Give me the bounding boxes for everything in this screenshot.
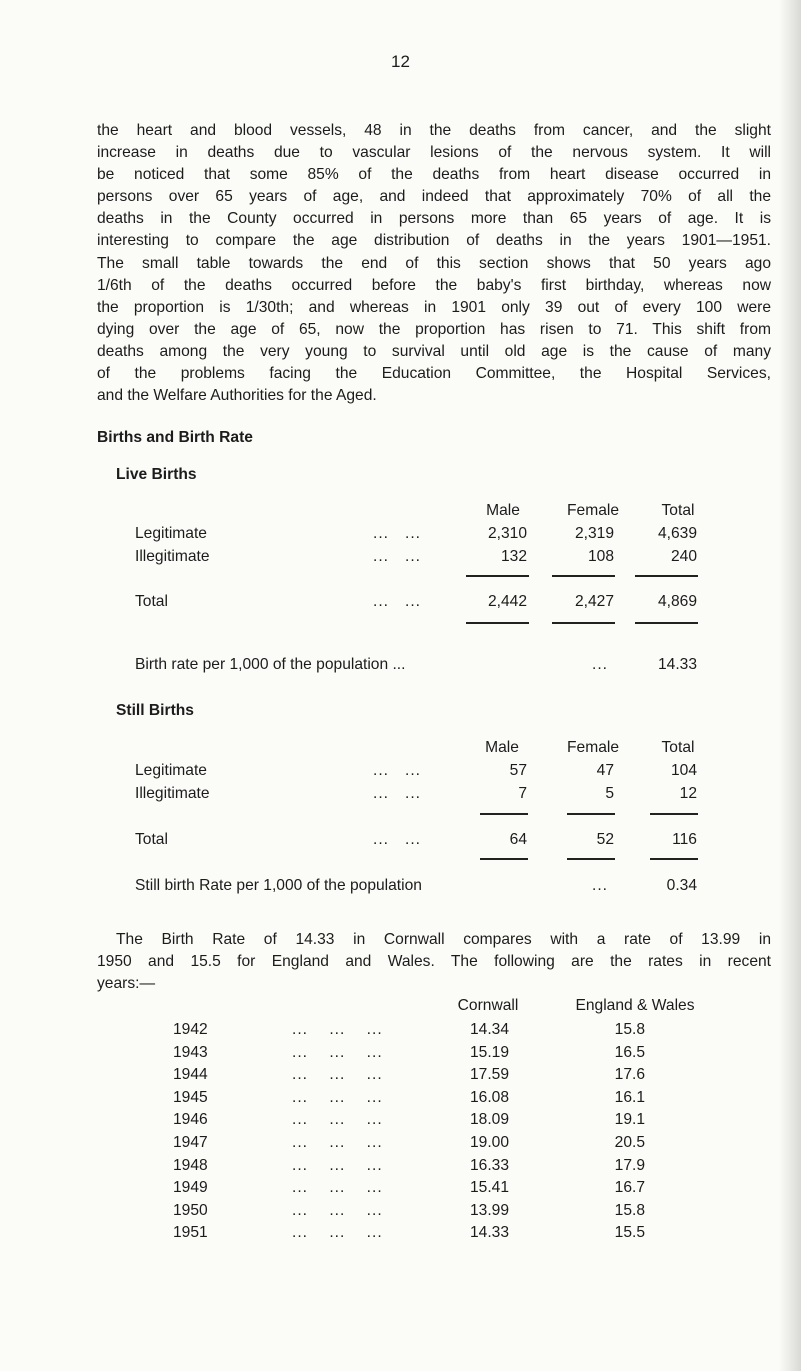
leader-dots: ... ... bbox=[373, 831, 421, 848]
rate-year: 1949 bbox=[173, 1179, 208, 1196]
leader-dots: ... ... ... bbox=[292, 1157, 383, 1174]
intro-line: deaths in the County occurred in persons more than 65 years of age. It is bbox=[97, 210, 771, 228]
sum-rule bbox=[567, 813, 615, 815]
cornwall-rate: 14.34 bbox=[469, 1021, 509, 1038]
england-wales-rate: 16.5 bbox=[614, 1044, 645, 1061]
rate-year: 1945 bbox=[173, 1089, 208, 1106]
england-wales-rate: 15.8 bbox=[614, 1202, 645, 1219]
sum-rule bbox=[567, 858, 615, 860]
still-male-value: 7 bbox=[518, 785, 527, 802]
live-total-total: 4,869 bbox=[657, 593, 697, 610]
still-total-header: Total bbox=[661, 739, 695, 756]
live-total-female: 2,427 bbox=[574, 593, 614, 610]
rate-year: 1948 bbox=[173, 1157, 208, 1174]
england-wales-rate: 17.6 bbox=[614, 1066, 645, 1083]
cornwall-rate: 18.09 bbox=[469, 1111, 509, 1128]
still-total-male: 64 bbox=[509, 831, 527, 848]
intro-line: the proportion is 1/30th; and whereas in 1901 only 39 out of every 100 were bbox=[97, 298, 771, 316]
still-total-label: Total bbox=[135, 831, 168, 848]
england-wales-rate: 15.5 bbox=[614, 1224, 645, 1241]
live-total-value: 4,639 bbox=[657, 525, 697, 542]
live-female-value: 2,319 bbox=[574, 525, 614, 542]
live-male-value: 132 bbox=[500, 548, 527, 565]
cornwall-rate: 16.08 bbox=[469, 1089, 509, 1106]
england-wales-rate: 17.9 bbox=[614, 1157, 645, 1174]
leader-dots: ... ... ... bbox=[292, 1044, 383, 1061]
still-total-value: 104 bbox=[670, 762, 697, 779]
leader-dots: ... ... ... bbox=[292, 1021, 383, 1038]
leader-dots: ... ... ... bbox=[292, 1089, 383, 1106]
intro-paragraph bbox=[97, 120, 771, 407]
intro-line: The small table towards the end of this section shows that 50 years ago bbox=[97, 254, 771, 272]
intro-line: increase in deaths due to vascular lesions of the nervous system. It will bbox=[97, 144, 771, 162]
england-wales-rate: 16.1 bbox=[614, 1089, 645, 1106]
still-total-total: 116 bbox=[672, 831, 697, 848]
cornwall-rate: 19.00 bbox=[469, 1134, 509, 1151]
leader-dots: ... ... bbox=[373, 785, 421, 802]
still-birth-rate-label: Still birth Rate per 1,000 of the population bbox=[135, 877, 422, 894]
intro-line: 1/6th of the deaths occurred before the baby's first birthday, whereas now bbox=[97, 276, 771, 294]
england-wales-rate: 20.5 bbox=[614, 1134, 645, 1151]
comparison-paragraph bbox=[97, 929, 771, 995]
england-wales-rate: 16.7 bbox=[614, 1179, 645, 1196]
live-male-value: 2,310 bbox=[487, 525, 527, 542]
comparison-line: The Birth Rate of 14.33 in Cornwall compares with a rate of 13.99 in bbox=[116, 931, 771, 948]
page-number: 12 bbox=[391, 52, 410, 71]
rate-year: 1944 bbox=[173, 1066, 208, 1083]
still-total-value: 12 bbox=[679, 785, 697, 802]
cornwall-rate: 16.33 bbox=[469, 1157, 509, 1174]
still-female-value: 5 bbox=[605, 785, 614, 802]
england-wales-header: England & Wales bbox=[575, 997, 695, 1014]
births-heading: Births and Birth Rate bbox=[97, 429, 253, 446]
intro-line: deaths among the very young to survival until old age is the cause of many bbox=[97, 342, 771, 360]
live-total-value: 240 bbox=[670, 548, 697, 565]
rate-year: 1943 bbox=[173, 1044, 208, 1061]
sum-rule bbox=[466, 622, 529, 624]
page-edge-shadow bbox=[779, 0, 801, 1371]
leader-dots: ... ... bbox=[373, 593, 421, 610]
sum-rule bbox=[480, 858, 528, 860]
live-female-value: 108 bbox=[587, 548, 614, 565]
cornwall-rate: 15.19 bbox=[469, 1044, 509, 1061]
still-total-female: 52 bbox=[596, 831, 614, 848]
england-wales-rate: 15.8 bbox=[614, 1021, 645, 1038]
still-birth-rate-value: 0.34 bbox=[666, 877, 697, 894]
still-female-value: 47 bbox=[596, 762, 614, 779]
still-male-value: 57 bbox=[509, 762, 527, 779]
sum-rule bbox=[552, 575, 615, 577]
cornwall-rate: 13.99 bbox=[469, 1202, 509, 1219]
sum-rule bbox=[466, 575, 529, 577]
birth-rate-label: Birth rate per 1,000 of the population ... bbox=[135, 656, 406, 673]
sum-rule bbox=[552, 622, 615, 624]
comparison-line: 1950 and 15.5 for England and Wales. The following are the rates in recent bbox=[97, 953, 771, 970]
intro-line: dying over the age of 65, now the proportion has risen to 71. This shift from bbox=[97, 320, 771, 338]
leader-dots: ... ... ... bbox=[292, 1179, 383, 1196]
rate-year: 1947 bbox=[173, 1134, 208, 1151]
rate-year: 1946 bbox=[173, 1111, 208, 1128]
sum-rule bbox=[635, 622, 698, 624]
still-female-header: Female bbox=[567, 739, 619, 756]
sum-rule bbox=[650, 858, 698, 860]
live-total-header: Total bbox=[661, 502, 695, 519]
leader-dots: ... ... ... bbox=[292, 1134, 383, 1151]
leader-dots: ... ... ... bbox=[292, 1066, 383, 1083]
sum-rule bbox=[480, 813, 528, 815]
intro-line: interesting to compare the age distribution of deaths in the years 1901—1951. bbox=[97, 232, 771, 250]
still-row-label: Legitimate bbox=[135, 762, 207, 779]
intro-line: the heart and blood vessels, 48 in the deaths from cancer, and the slight bbox=[97, 122, 771, 139]
cornwall-rate: 14.33 bbox=[469, 1224, 509, 1241]
still-male-header: Male bbox=[485, 739, 519, 756]
still-births-heading: Still Births bbox=[116, 702, 194, 719]
leader-dots: ... bbox=[592, 656, 608, 673]
intro-line: be noticed that some 85% of the deaths from heart disease occurred in bbox=[97, 166, 771, 184]
live-births-heading: Live Births bbox=[116, 466, 197, 483]
cornwall-rate: 17.59 bbox=[469, 1066, 509, 1083]
leader-dots: ... ... bbox=[373, 548, 421, 565]
intro-line: and the Welfare Authorities for the Aged. bbox=[97, 387, 377, 405]
still-row-label: Illegitimate bbox=[135, 785, 210, 802]
live-row-label: Illegitimate bbox=[135, 548, 210, 565]
cornwall-header: Cornwall bbox=[457, 997, 519, 1014]
live-total-male: 2,442 bbox=[487, 593, 527, 610]
leader-dots: ... ... ... bbox=[292, 1111, 383, 1128]
rate-year: 1942 bbox=[173, 1021, 208, 1038]
leader-dots: ... ... ... bbox=[292, 1202, 383, 1219]
comparison-line: years:— bbox=[97, 975, 156, 992]
leader-dots: ... ... bbox=[373, 525, 421, 542]
leader-dots: ... ... bbox=[373, 762, 421, 779]
live-row-label: Legitimate bbox=[135, 525, 207, 542]
england-wales-rate: 19.1 bbox=[614, 1111, 645, 1128]
sum-rule bbox=[650, 813, 698, 815]
birth-rate-value: 14.33 bbox=[657, 656, 697, 673]
live-total-label: Total bbox=[135, 593, 168, 610]
leader-dots: ... ... ... bbox=[292, 1224, 383, 1241]
intro-line: persons over 65 years of age, and indeed that approximately 70% of all the bbox=[97, 188, 771, 206]
rate-year: 1950 bbox=[173, 1202, 208, 1219]
leader-dots: ... bbox=[592, 877, 608, 894]
intro-line: of the problems facing the Education Committee, the Hospital Services, bbox=[97, 365, 771, 383]
sum-rule bbox=[635, 575, 698, 577]
cornwall-rate: 15.41 bbox=[469, 1179, 509, 1196]
live-female-header: Female bbox=[567, 502, 619, 519]
live-male-header: Male bbox=[486, 502, 520, 519]
rate-year: 1951 bbox=[173, 1224, 208, 1241]
